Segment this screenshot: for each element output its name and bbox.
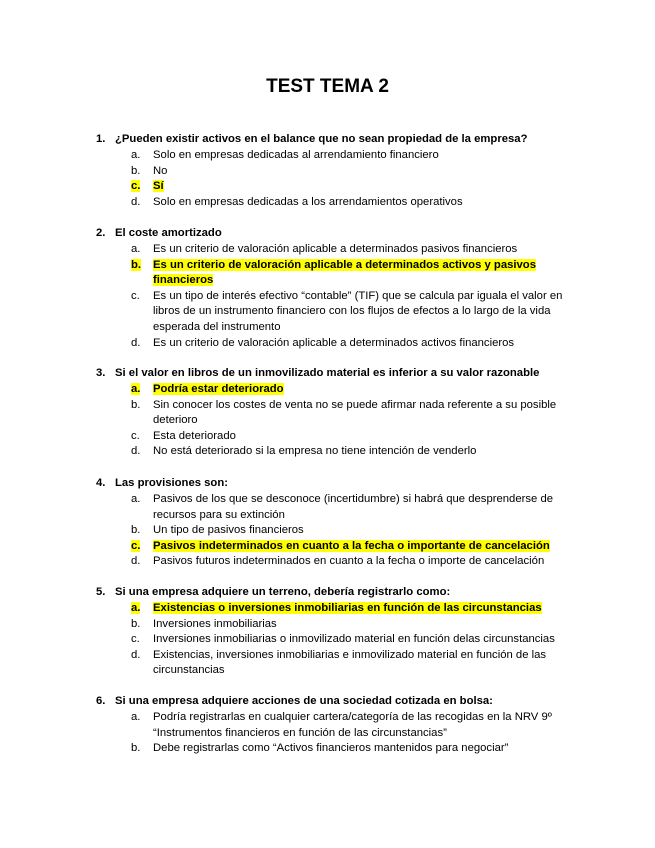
option-text: Existencias, inversiones inmobiliarias e inmovilizado material en función de las circunstancias: [153, 648, 547, 677]
option-list: [96, 710, 586, 757]
option-text: Pasivos indeterminados en cuanto a la fecha o importante de cancelación: [153, 539, 550, 552]
option-item: [96, 554, 586, 570]
option-letter: b.: [131, 164, 141, 177]
option-text: Podría estar deteriorado: [153, 383, 284, 395]
question-heading: [96, 585, 586, 600]
option-item: [96, 444, 586, 460]
option-list: [96, 148, 586, 210]
question-text: Si una empresa adquiere un terreno, debería registrarlo como:: [115, 586, 451, 598]
option-letter: c.: [131, 539, 141, 552]
option-text: Inversiones inmobiliarias o inmovilizado material en función delas circunstancias: [153, 633, 555, 646]
question-text: El coste amortizado: [115, 227, 222, 239]
question-number: 6.: [96, 695, 106, 707]
option-item: [96, 648, 586, 679]
option-letter: a.: [131, 383, 141, 395]
question-heading: [96, 366, 586, 381]
question-5: [96, 585, 586, 679]
page-title: TEST TEMA 2: [266, 76, 389, 97]
option-text: Podría registrarlas en cualquier cartera/categoría de las recogidas en la NRV 9º “Instrumentos financieros en función de las circunstancias”: [153, 711, 552, 739]
option-letter: a.: [131, 243, 141, 255]
option-item: [96, 492, 586, 523]
option-letter: c.: [131, 429, 140, 442]
option-letter: a.: [131, 602, 141, 614]
question-3: [96, 366, 586, 460]
option-text: Es un criterio de valoración aplicable a determinados pasivos financieros: [153, 243, 518, 255]
option-item: [96, 164, 586, 180]
question-text: Las provisiones son:: [115, 477, 228, 489]
option-letter: c.: [131, 180, 141, 193]
option-text: No: [153, 164, 168, 177]
option-text: Debe registrarlas como “Activos financieros mantenidos para negociar”: [153, 742, 509, 755]
option-letter: c.: [131, 289, 140, 302]
option-item: [96, 523, 586, 539]
option-text: Es un tipo de interés efectivo “contable” (TIF) que se calcula par iguala el valor en libros de un instrumento financiero con los flujos de efectos a lo largo de la vida esperada del instrumento: [153, 289, 563, 333]
option-text: Sí: [153, 180, 164, 193]
option-letter: a.: [131, 711, 141, 723]
option-list: [96, 601, 586, 679]
question-text: Si el valor en libros de un inmovilizado material es inferior a su valor razonable: [115, 367, 540, 379]
option-item: [96, 398, 586, 429]
option-letter: b.: [131, 258, 142, 271]
option-letter: a.: [131, 149, 141, 161]
question-number: 2.: [96, 227, 106, 239]
question-1: [96, 132, 586, 210]
option-text: Existencias o inversiones inmobiliarias en función de las circunstancias: [153, 602, 542, 614]
option-list: [96, 242, 586, 351]
question-text: ¿Pueden existir activos en el balance que no sean propiedad de la empresa?: [115, 133, 528, 145]
option-item: [96, 429, 586, 445]
option-text: Pasivos de los que se desconoce (incertidumbre) si habrá que desprenderse de recursos para su extinción: [153, 493, 554, 521]
option-item-highlighted: [96, 179, 586, 195]
option-list: [96, 382, 586, 460]
option-item: [96, 148, 586, 164]
option-letter: d.: [131, 648, 141, 661]
option-item: [96, 336, 586, 352]
question-heading: [96, 226, 586, 241]
option-item: [96, 242, 586, 258]
question-heading: [96, 476, 586, 491]
option-item: [96, 710, 586, 741]
option-letter: b.: [131, 617, 141, 630]
question-number: 5.: [96, 586, 106, 598]
option-text: Sin conocer los costes de venta no se puede afirmar nada referente a su posible deterioro: [153, 398, 557, 427]
question-number: 3.: [96, 367, 106, 379]
option-item: [96, 741, 586, 757]
option-item: [96, 617, 586, 633]
option-letter: b.: [131, 524, 141, 537]
question-6: [96, 694, 586, 757]
question-heading: [96, 694, 586, 709]
question-heading: [96, 132, 586, 147]
option-text: Un tipo de pasivos financieros: [153, 524, 304, 537]
option-letter: d.: [131, 445, 141, 458]
option-text: Pasivos futuros indeterminados en cuanto a la fecha o importe de cancelación: [153, 555, 545, 568]
option-item: [96, 289, 586, 336]
option-letter: b.: [131, 742, 141, 755]
option-item-highlighted: [96, 601, 586, 617]
option-item-highlighted: [96, 258, 586, 289]
option-item-highlighted: [96, 539, 586, 555]
option-text: No está deteriorado si la empresa no tiene intención de venderlo: [153, 445, 477, 458]
option-text: Es un criterio de valoración aplicable a determinados activos financieros: [153, 336, 515, 349]
question-text: Si una empresa adquiere acciones de una sociedad cotizada en bolsa:: [115, 695, 493, 707]
question-number: 1.: [96, 133, 106, 145]
option-text: Inversiones inmobiliarias: [153, 617, 277, 630]
question-2: [96, 226, 586, 351]
question-number: 4.: [96, 477, 106, 489]
option-item: [96, 632, 586, 648]
option-letter: d.: [131, 336, 141, 349]
option-letter: d.: [131, 555, 141, 568]
question-4: [96, 476, 586, 570]
option-letter: b.: [131, 398, 141, 411]
option-letter: a.: [131, 493, 141, 505]
option-list: [96, 492, 586, 570]
option-letter: d.: [131, 195, 141, 208]
option-text: Esta deteriorado: [153, 429, 236, 442]
option-text: Es un criterio de valoración aplicable a determinados activos y pasivos financieros: [153, 258, 536, 287]
option-item: [96, 195, 586, 211]
option-letter: c.: [131, 633, 140, 646]
option-text: Solo en empresas dedicadas a los arrendamientos operativos: [153, 195, 463, 208]
option-item-highlighted: [96, 382, 586, 398]
option-text: Solo en empresas dedicadas al arrendamiento financiero: [153, 149, 439, 161]
